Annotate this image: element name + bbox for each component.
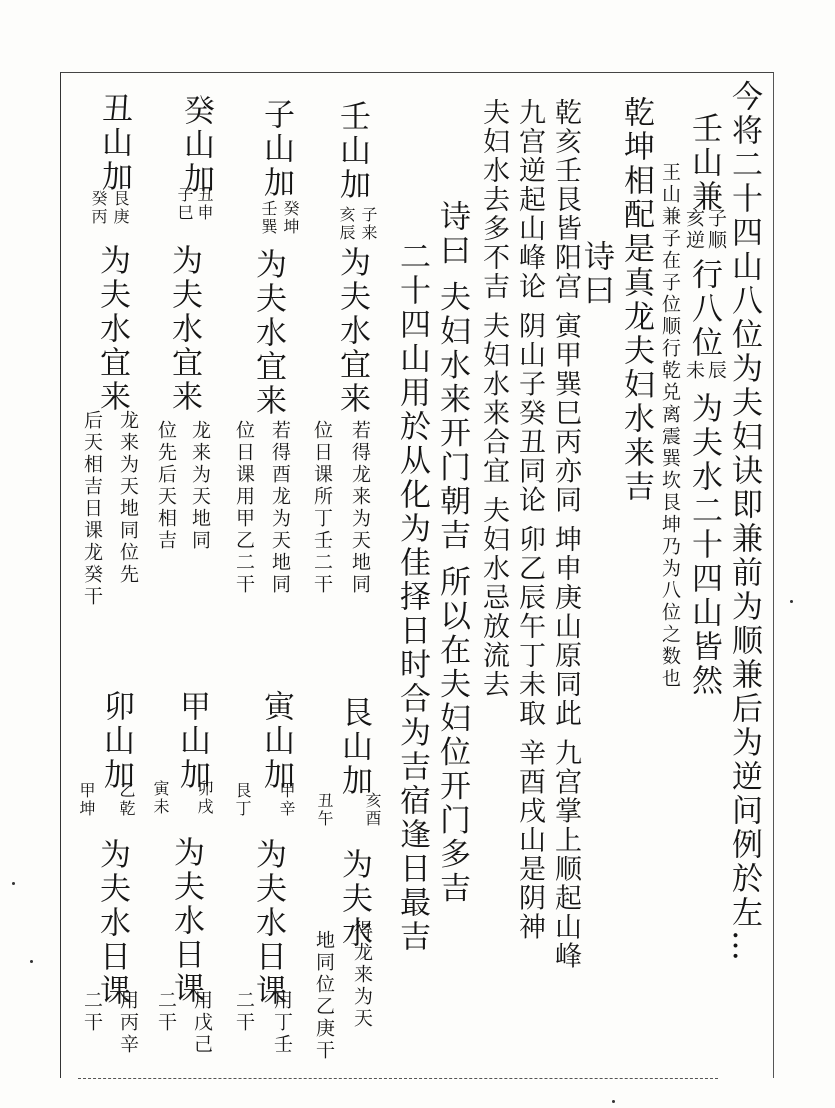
lower-row-2-tail: 用丁壬 [271, 990, 293, 1056]
lower-row-3-tail2: 二干 [155, 990, 177, 1034]
upper-row-1-note-a: 子来 [359, 206, 378, 242]
lower-row-1-rest: 为夫水 [336, 848, 372, 950]
lower-row-4-main: 卯山加 [98, 690, 134, 792]
lower-row-4-rest: 为夫水日课 [94, 838, 130, 1008]
upper-row-1-tail: 若得龙来为天地同 [349, 420, 371, 596]
header-tail: 问例於左 [726, 794, 762, 930]
lower-row-3-rest: 为夫水日课 [168, 836, 204, 1006]
lower-row-4-tail: 用丙辛 [117, 990, 139, 1056]
upper-row-2-tail2: 位日课用甲乙二干 [233, 420, 255, 596]
example-line-2: 乾坤相配是真龙夫妇水来吉 [618, 96, 654, 504]
lower-row-1-tail2: 地同位乙庚干 [313, 930, 335, 1062]
intro-rest: 行八位 [686, 258, 722, 360]
header-line [726, 80, 762, 964]
lower-row-1-note-a: 亥酉 [363, 792, 382, 828]
intro-line [686, 112, 722, 214]
upper-row-1-main: 壬山加 [334, 100, 370, 202]
intro-end: 为夫水二十四山皆然 [686, 392, 722, 698]
bottom-border [78, 1078, 718, 1079]
poem-line-1: 乾亥壬艮皆阳宫 寅甲巽巳丙亦同 坤申庚山原同此 九宫掌上顺起山峰 [550, 98, 581, 971]
upper-row-4-note-a: 艮庚 [111, 190, 130, 226]
scan-speck [12, 882, 15, 885]
poem-heading: 诗曰 [578, 240, 614, 308]
lower-row-3-note-b: 寅未 [151, 780, 170, 816]
upper-row-4-rest: 为夫水宜来 [94, 244, 130, 414]
lower-row-2-note-a: 甲辛 [277, 782, 296, 818]
example-line-1: 王山兼子在子位顺行乾兑离震巽坎艮坤乃为八位之数也 [659, 162, 681, 690]
lower-row-4-note-a: 乙乾 [117, 782, 136, 818]
scan-speck [30, 960, 33, 963]
upper-row-1-tail2: 位日课所丁壬二干 [311, 420, 333, 596]
upper-row-4-tail: 龙来为天地同位先 [117, 410, 139, 586]
intro-main: 壬山兼 [686, 112, 722, 214]
upper-row-2-tail: 若得酉龙为天地同 [269, 420, 291, 596]
lower-row-4-note-b: 甲坤 [77, 782, 96, 818]
lower-row-1-tail: 得龙来为天 [351, 920, 373, 1030]
upper-row-3-note-b: 子巳 [175, 186, 194, 222]
intro-rest-note-b: 未 [683, 360, 705, 382]
scan-speck [612, 1100, 615, 1103]
lower-row-1-main: 艮山加 [336, 696, 372, 798]
upper-row-4-tail2: 后天相吉日课龙癸干 [81, 410, 103, 608]
intro-note-a: 子顺 [705, 208, 727, 252]
lower-row-2-rest: 为夫水日课 [250, 838, 286, 1008]
lower-row-3-tail: 用戊己 [191, 990, 213, 1056]
upper-row-3-note-a: 丑申 [195, 186, 214, 222]
upper-row-2-note-a: 癸坤 [281, 200, 300, 236]
lower-row-2-tail2: 二干 [233, 990, 255, 1034]
poem-line-2: 九宫逆起山峰论 阴山子癸丑同论 卯乙辰午丁未取 辛酉戌山是阴神 [514, 98, 545, 942]
upper-row-4-main: 丑山加 [96, 92, 132, 194]
upper-row-2-main: 子山加 [258, 98, 294, 200]
upper-row-1-note-b: 亥辰 [337, 206, 356, 242]
upper-row-2-rest: 为夫水宜来 [250, 248, 286, 418]
intro-note-b: 亥逆 [683, 208, 705, 252]
poem-line-3: 夫妇水去多不吉 夫妇水来合宜 夫妇水忌放流去 [478, 98, 509, 700]
upper-row-3-main: 癸山加 [178, 94, 214, 196]
lower-row-3-main: 甲山加 [174, 690, 210, 792]
lower-row-4-tail2: 二干 [81, 990, 103, 1034]
upper-row-3-tail: 龙来为天地同 [189, 420, 211, 552]
header-ellipsis: … [726, 930, 762, 964]
lower-row-1-note-b: 丑午 [315, 792, 334, 828]
upper-row-1-rest: 为夫水宜来 [334, 246, 370, 416]
poem2-line-2: 二十四山用於从化为佳择日时合为吉宿逢日最吉 [394, 240, 430, 954]
header-text: 今将二十四山八位为夫妇诀即兼前为顺兼后为逆 [726, 80, 762, 794]
upper-row-2-note-b: 壬巽 [259, 200, 278, 236]
poem2-line-1: 诗曰 夫妇水来开门朝吉 所以在夫妇位开门多吉 [434, 200, 470, 906]
upper-row-3-rest: 为夫水宜来 [166, 244, 202, 414]
upper-row-3-tail2: 位先后天相吉 [155, 420, 177, 552]
scan-speck [790, 600, 793, 603]
lower-row-3-note-a: 卯戌 [195, 780, 214, 816]
intro-rest-note-a: 辰 [705, 360, 727, 382]
lower-row-2-main: 寅山加 [258, 690, 294, 792]
lower-row-2-note-b: 艮丁 [233, 782, 252, 818]
upper-row-4-note-b: 癸丙 [89, 190, 108, 226]
